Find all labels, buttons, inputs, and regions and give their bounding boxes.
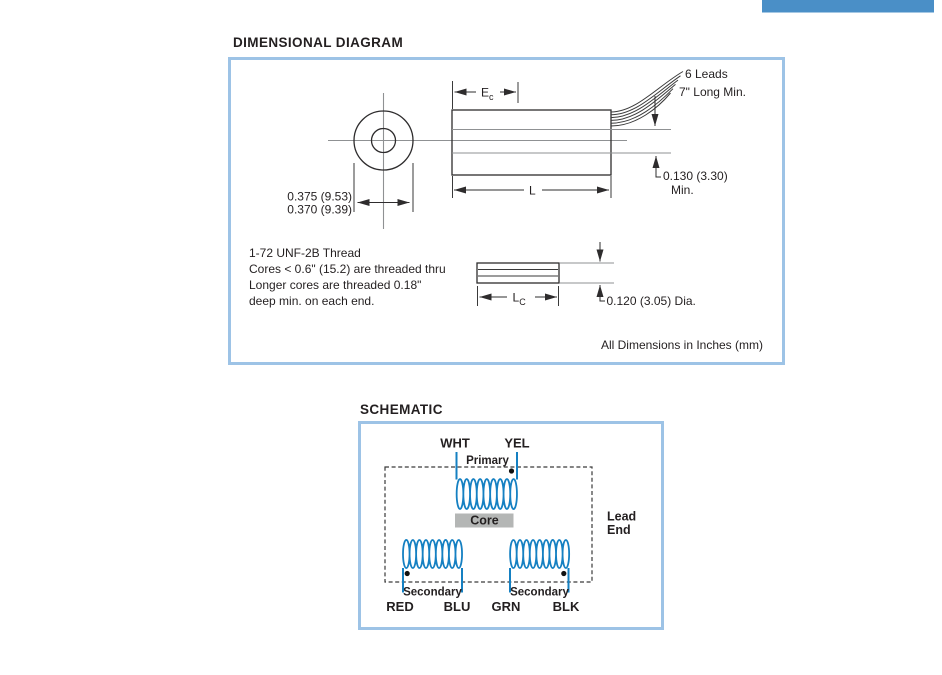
schematic-section	[360, 402, 663, 629]
lead-end-label-line2: End	[607, 523, 631, 537]
thread-note-line2: Cores < 0.6" (15.2) are threaded thru	[249, 262, 446, 276]
blu-label: BLU	[443, 599, 471, 614]
secondary-right-label: Secondary	[510, 586, 569, 599]
lead-wire	[611, 76, 681, 115]
grn-label: GRN	[491, 599, 521, 614]
core-drawing	[249, 242, 696, 308]
red-label: RED	[386, 599, 414, 614]
body-outline	[452, 110, 611, 175]
front-view	[287, 93, 627, 229]
primary-polarity-dot	[509, 468, 514, 473]
core-dia-value: 0.120 (3.05) Dia.	[606, 294, 696, 308]
lead-wire	[611, 72, 683, 113]
blk-label: BLK	[552, 599, 580, 614]
yel-label: YEL	[504, 435, 530, 451]
dia-value-upper: 0.375 (9.53)	[287, 189, 352, 204]
ec-label: $E_c$	[481, 85, 494, 102]
dimensions-footer: All Dimensions in Inches (mm)	[600, 338, 763, 352]
lead-end-label-line1: Lead	[607, 509, 637, 524]
core-dia-arrow-up	[600, 285, 605, 301]
secondary-coil-left	[403, 540, 462, 568]
dimensional-title: DIMENSIONAL DIAGRAM	[233, 35, 404, 50]
core-outline	[477, 263, 559, 283]
thread-note-line3: Longer cores are threaded 0.18"	[249, 278, 422, 292]
thread-note-line1: 1-72 UNF-2B Thread	[249, 246, 361, 260]
lead-wire	[611, 93, 671, 126]
leads-note-line2: 7" Long Min.	[679, 85, 746, 99]
secondary-left-label: Secondary	[403, 586, 462, 599]
dia-value-lower: 0.370 (9.39)	[287, 202, 352, 217]
page-header-bar	[762, 0, 934, 13]
wht-label: WHT	[440, 435, 470, 451]
lead-wires	[611, 72, 683, 127]
thread-note-line4: deep min. on each end.	[249, 294, 375, 308]
exit-dim-suffix: Min.	[671, 183, 694, 197]
primary-coil	[457, 479, 517, 509]
core-label: Core	[470, 513, 499, 528]
l-label: L	[529, 183, 536, 198]
exit-dim-value: 0.130 (3.30)	[663, 169, 728, 183]
dimensional-diagram-section	[230, 35, 784, 364]
leads-note-line1: 6 Leads	[685, 67, 728, 81]
secondary-right-polarity-dot	[561, 571, 566, 576]
secondary-coil-right	[510, 540, 569, 568]
exit-dim-arrow-up	[656, 156, 661, 177]
primary-label: Primary	[466, 455, 509, 467]
schematic-title: SCHEMATIC	[360, 402, 443, 417]
body-side-view	[452, 67, 746, 198]
secondary-left-polarity-dot	[405, 571, 410, 576]
lc-label: $L_C$	[512, 290, 526, 307]
